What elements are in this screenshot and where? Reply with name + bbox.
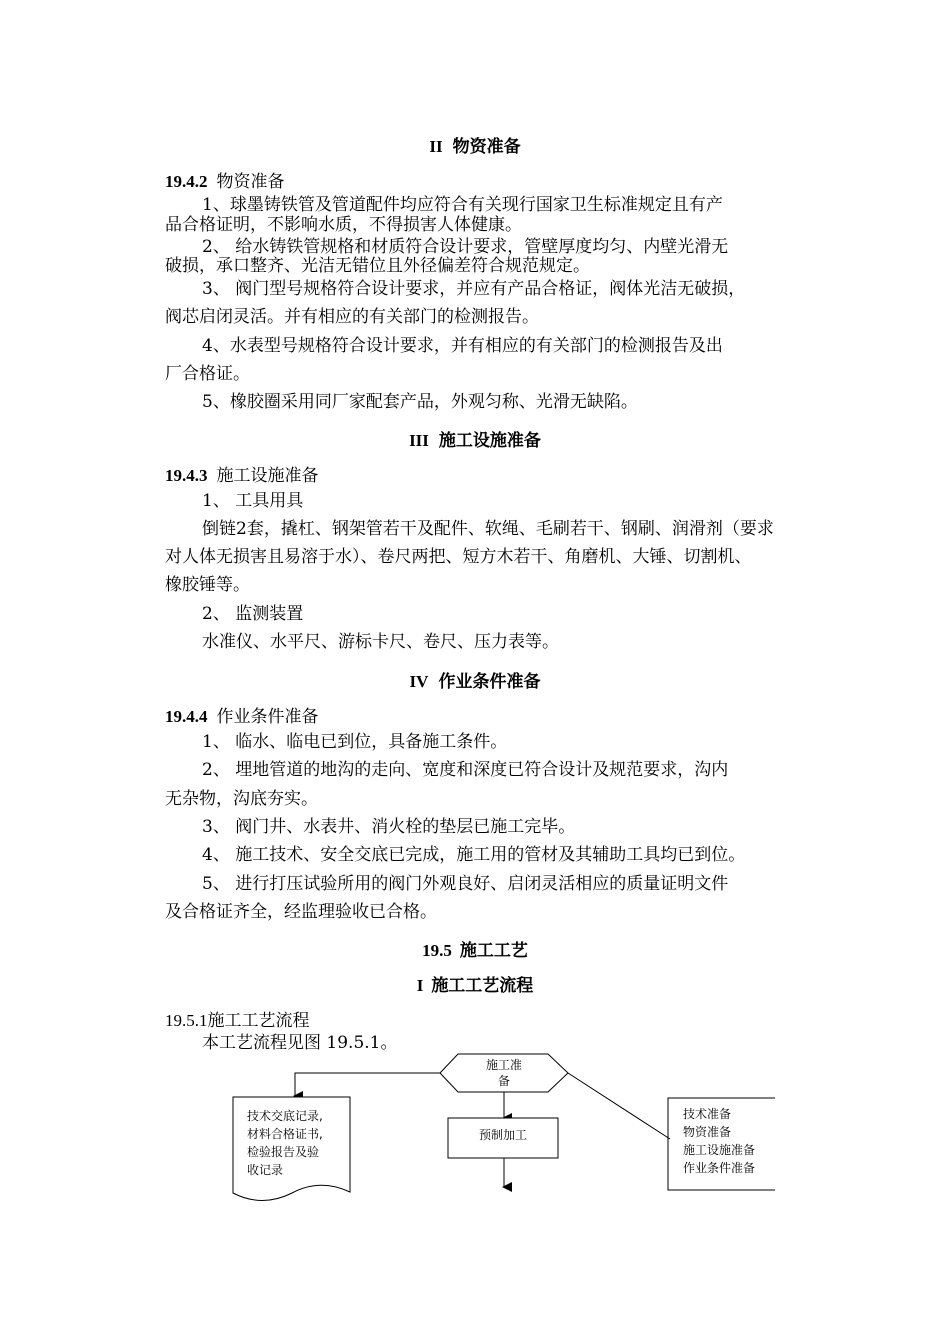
section-title-19-4-3: 19.4.3 施工设施准备 [165, 466, 319, 486]
paragraph-line: 5、橡胶圈采用同厂家配套产品，外观匀称、光滑无缺陷。 [202, 392, 638, 412]
paragraph-line: 1、 临水、临电已到位，具备施工条件。 [202, 732, 508, 752]
paragraph-line: 3、 阀门型号规格符合设计要求，并应有产品合格证，阀体光洁无破损， [202, 279, 746, 299]
paragraph-line: 2、 监测装置 [202, 604, 304, 624]
start-label-line1: 施工准 [485, 1058, 523, 1072]
heading-19-5: 19.5 施工工艺 [422, 941, 528, 961]
records-line: 收记录 [247, 1163, 284, 1177]
section-title-19-4-2: 19.4.2 物资准备 [165, 172, 285, 192]
paragraph-line: 厂合格证。 [165, 364, 250, 384]
paragraph-line: 阀芯启闭灵活。并有相应的有关部门的检测报告。 [165, 307, 539, 327]
records-line: 检验报告及验 [247, 1145, 320, 1159]
paragraph-line: 2、 埋地管道的地沟的走向、宽度和深度已符合设计及规范要求，沟内 [202, 760, 729, 780]
paragraph-line: 3、 阀门井、水表井、消火栓的垫层已施工完毕。 [202, 817, 576, 837]
heading-work-conditions: IV 作业条件准备 [409, 672, 541, 692]
process-label: 预制加工 [478, 1128, 528, 1142]
paragraph-line: 4、 施工技术、安全交底已完成，施工用的管材及其辅助工具均已到位。 [202, 845, 746, 865]
records-line: 材料合格证书, [247, 1127, 323, 1141]
heading-process-flow: I 施工工艺流程 [416, 976, 534, 996]
heading-facilities-prep: III 施工设施准备 [409, 431, 541, 451]
paragraph-line: 水准仪、水平尺、游标卡尺、卷尺、压力表等。 [202, 632, 559, 652]
prep-line: 技术准备 [683, 1107, 732, 1121]
flow-intro: 本工艺流程见图 19.5.1。 [202, 1033, 398, 1053]
prep-line: 物资准备 [683, 1125, 732, 1139]
paragraph-line: 橡胶锤等。 [165, 575, 250, 595]
paragraph-line: 无杂物，沟底夯实。 [165, 789, 318, 809]
paragraph-line: 4、水表型号规格符合设计要求，并有相应的有关部门的检测报告及出 [202, 336, 723, 356]
prep-line: 作业条件准备 [683, 1161, 756, 1175]
paragraph-line: 及合格证齐全，经监理验收已合格。 [165, 902, 437, 922]
start-label-line2: 备 [497, 1074, 511, 1088]
section-title-19-5-1: 19.5.1施工工艺流程 [165, 1011, 310, 1031]
paragraph-line: 1、球墨铸铁管及管道配件均应符合有关现行国家卫生标准规定且有产 [202, 195, 723, 215]
records-line: 技术交底记录, [247, 1109, 323, 1123]
connector-to-prep [568, 1073, 670, 1139]
paragraph-line: 2、 给水铸铁管规格和材质符合设计要求，管壁厚度均匀、内壁光滑无 [202, 237, 729, 257]
paragraph-line: 1、 工具用具 [202, 491, 304, 511]
paragraph-line: 破损，承口整齐、光洁无错位且外径偏差符合规范规定。 [165, 256, 590, 276]
paragraph-line: 品合格证明，不影响水质，不得损害人体健康。 [165, 215, 522, 235]
heading-materials-prep: II 物资准备 [429, 137, 521, 157]
paragraph-line: 对人体无损害且易溶于水）、卷尺两把、短方木若干、角磨机、大锤、切割机、 [165, 547, 752, 567]
section-title-19-4-4: 19.4.4 作业条件准备 [165, 707, 319, 727]
prep-line: 施工设施准备 [683, 1143, 756, 1157]
paragraph-line: 倒链2套，撬杠、钢架管若干及配件、软绳、毛刷若干、钢刷、润滑剂（要求 [202, 519, 774, 539]
paragraph-line: 5、 进行打压试验所用的阀门外观良好、启闭灵活相应的质量证明文件 [202, 874, 729, 894]
connector-to-records [295, 1073, 440, 1096]
